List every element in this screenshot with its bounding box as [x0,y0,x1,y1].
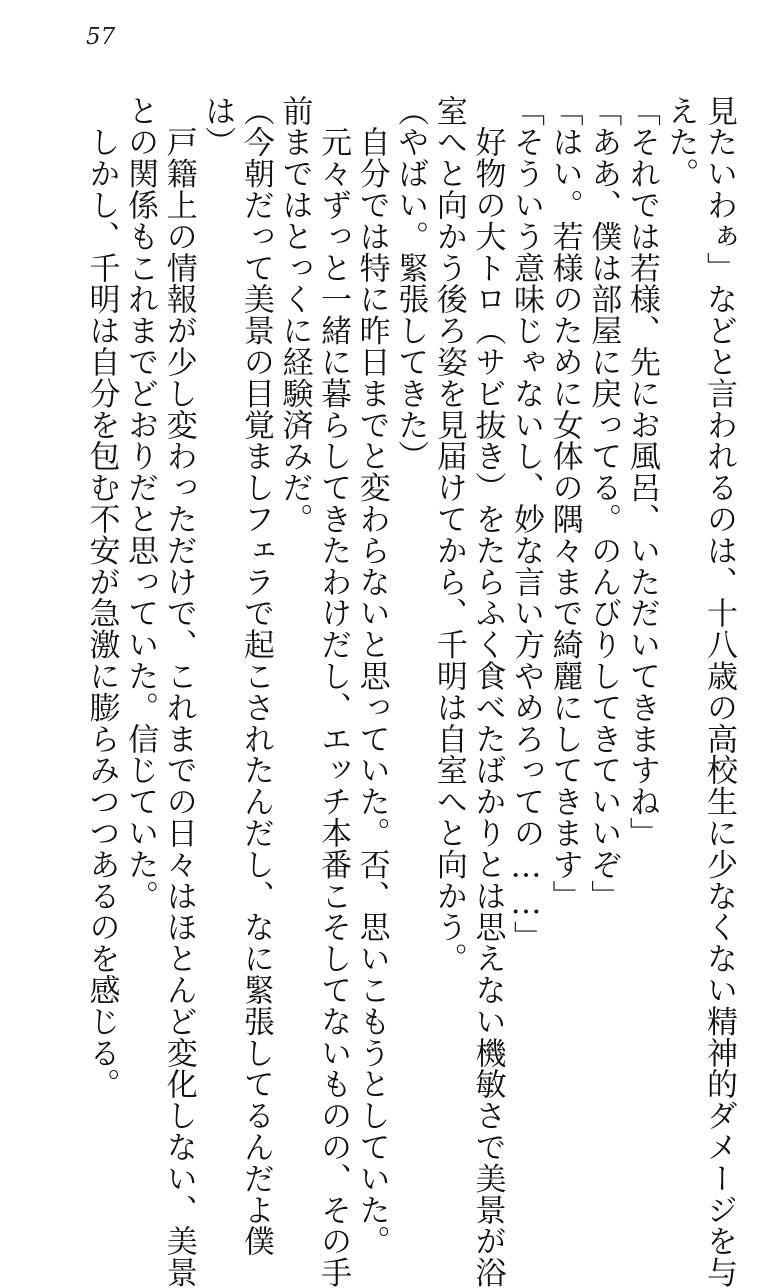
text-line-7: 好物の大トロ（サビ抜き）をたらふく食べたばかりとは思えない機敏さで美景が浴 [469,95,506,1288]
text-line-8: 室へと向かう後ろ姿を見届けてから、千明は自室へと向かう。 [430,95,467,975]
text-line-12: 前まではとっくに経験済みだ。 [276,95,313,535]
text-line-15: 戸籍上の情報が少し変わっただけで、これまでの日々はほとんど変化しない、美景 [160,95,197,1288]
text-line-2: えた。 [662,95,699,190]
text-line-9: （やばい。緊張してきた） [392,95,429,472]
text-line-5: 「はい。若様のために女体の隅々まで綺麗にしてきます」 [546,95,583,912]
text-line-14: は） [199,95,236,158]
text-line-1: 見たいわぁ」などと言われるのは、十八歳の高校生に少なくない精神的ダメージを与 [701,95,737,1288]
text-line-16: との関係もこれまでどおりだと思っていた。信じていた。 [122,95,159,912]
text-line-13: （今朝だって美景の目覚ましフェラで起こされたんだし、なに緊張してるんだよ僕 [237,95,274,1257]
text-line-3: 「それでは若様、先にお風呂、いただいてきますね」 [623,95,660,849]
text-line-10: 自分では特に昨日までと変わらないと思っていた。否、思いこもうとしていた。 [353,95,390,1257]
novel-text-block [82,95,738,1288]
text-line-4: 「ああ、僕は部屋に戻ってる。のんびりしてきていいぞ」 [585,95,622,912]
text-line-11: 元々ずっと一緒に暮らしてきたわけだし、エッチ本番こそしてないものの、その手 [315,95,352,1288]
text-line-17: しかし、千明は自分を包む不安が急激に膨らみつつあるのを感じる。 [83,95,120,1100]
page-number: 57 [86,24,116,50]
text-line-6: 「そういう意味じゃないし、妙な言い方やめろっての……」 [508,95,545,953]
